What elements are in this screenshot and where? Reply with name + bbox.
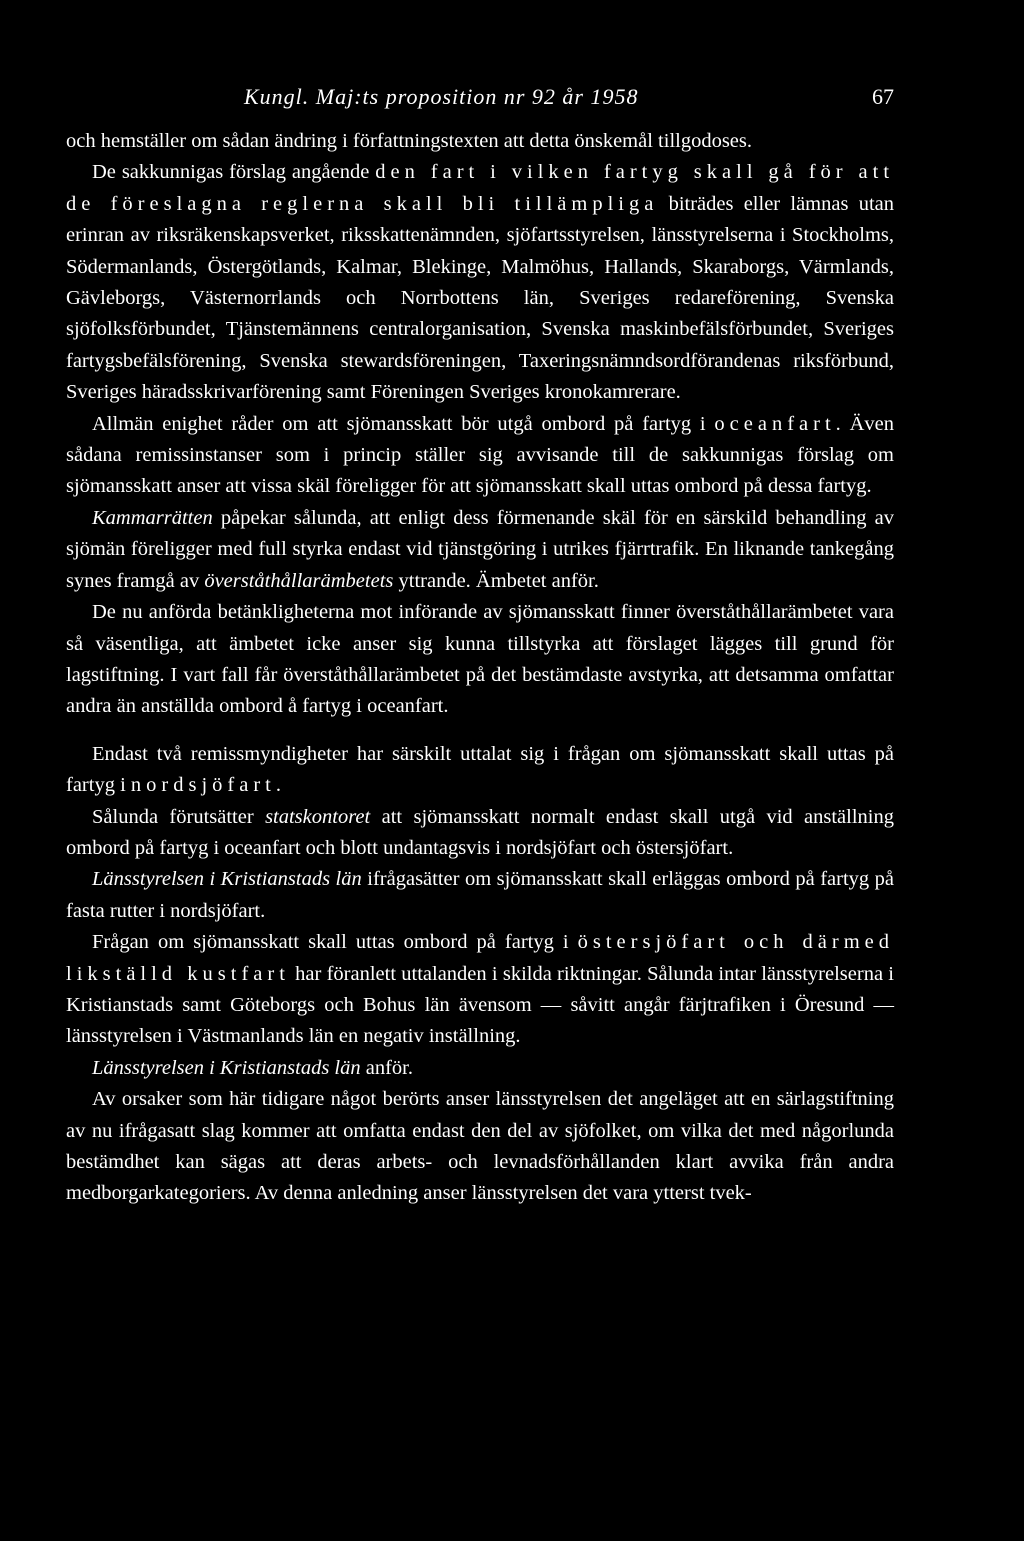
paragraph bbox=[66, 1053, 894, 1084]
paragraph-text: att sjömansskatt normalt endast skall utgå vid anställning ombord på fartyg i oceanfart och blott undantagsvis i nordsjöfart och östersjöfart. bbox=[66, 805, 894, 859]
body-text bbox=[66, 126, 894, 1210]
paragraph-text: biträdes eller lämnas utan erinran av riksräkenskapsverket, riksskattenämnden, sjöfartsstyrelsen, länsstyrelserna i Stockholms, Södermanlands, Östergötlands, Kalmar, Blekinge, Malmöhus, Hallands, Skaraborgs, Värmlands, Gävleborgs, Västernorrlands och Norrbottens län, Sveriges redareförening, Svenska sjöfolksförbundet, Tjänstemännens centralorganisation, Svenska maskinbefälsförbundet, Sveriges fartygsbefälsförening, Svenska stewardsföreningen, Taxeringsnämndsordförandenas riksförbund, Sveriges häradsskrivarförening samt Föreningen Sveriges kronokamrerare. bbox=[66, 192, 894, 404]
spaced-emphasis: östersjöfart och därmed likställd kustfart bbox=[66, 931, 894, 985]
paragraph bbox=[66, 157, 894, 408]
italic-emphasis: Länsstyrelsen i Kristianstads län bbox=[92, 1056, 361, 1079]
italic-emphasis: statskontoret bbox=[265, 805, 371, 828]
paragraph-text: . Även sådana remissinstanser som i princip ställer sig avvisande till de sakkunnigas förslag om sjömansskatt anser att vissa skäl föreligger för att sjömansskatt skall uttas ombord på dessa fartyg. bbox=[66, 412, 894, 498]
paragraph-text: Av orsaker som här tidigare något berörts anser länsstyrelsen det angeläget att en särlagstiftning av nu ifrågasatt slag kommer att omfatta endast den del av sjöfolket, om vilka det med någorlunda bestämdhet kan sägas att deras arbets- och levnadsförhållanden klart avvika från andra medborgarkategoriers. Av denna anledning anser länsstyrelsen det vara ytterst tvek- bbox=[66, 1088, 894, 1205]
paragraph-text: De nu anförda betänkligheterna mot införande av sjömansskatt finner överståthållarämbetet vara så väsentliga, att ämbetet icke anser sig kunna tillstyrka att förslaget lägges till grund för lagstiftning. I vart fall får överståthållarämbetet på det bestämdaste avstyrka, att detsamma omfattar andra än anställda ombord å fartyg i oceanfart. bbox=[66, 601, 894, 718]
paragraph-text: påpekar sålunda, att enligt dess förmenande skäl för en särskild behandling av sjömän föreligger med full styrka endast vid tjänstgöring i utrikes fjärrtrafik. En liknande tankegång synes framgå av bbox=[66, 506, 894, 592]
paragraph bbox=[66, 927, 894, 1053]
quoted-paragraph bbox=[66, 597, 894, 723]
paragraph-text: Endast två remissmyndigheter har särskilt uttalat sig i frågan om sjömansskatt skall uttas på fartyg i bbox=[66, 742, 894, 797]
spaced-emphasis: nordsjöfart bbox=[130, 774, 276, 797]
page-header bbox=[68, 84, 894, 118]
paragraph-text: har föranlett uttalanden i skilda riktningar. Sålunda intar länsstyrelserna i Kristianstads samt Göteborgs och Bohus län ävensom — såvitt angår färjtrafiken i Öresund — länsstyrelsen i Västmanlands län en negativ inställning. bbox=[66, 962, 894, 1048]
paragraph bbox=[66, 802, 894, 865]
paragraph bbox=[66, 409, 894, 503]
italic-emphasis: Länsstyrelsen i Kristianstads län bbox=[92, 868, 362, 891]
paragraph-text: yttrande. Ämbetet anför. bbox=[393, 569, 599, 592]
running-title: Kungl. Maj:ts proposition nr 92 år 1958 bbox=[244, 84, 639, 109]
paragraph-text: Sålunda förutsätter bbox=[92, 805, 266, 828]
paragraph-text: Frågan om sjömansskatt skall uttas ombord på fartyg i bbox=[92, 931, 578, 954]
paragraph bbox=[66, 739, 894, 802]
paragraph-text: anför. bbox=[360, 1056, 413, 1079]
quoted-paragraph bbox=[66, 1084, 894, 1210]
italic-emphasis: överståthållarämbetets bbox=[204, 569, 394, 592]
paragraph-text: . bbox=[275, 774, 281, 797]
paragraph bbox=[66, 126, 894, 157]
paragraph-text: Allmän enighet råder om att sjömansskatt bör utgå ombord på fartyg i bbox=[92, 412, 715, 435]
paragraph-text: De sakkunnigas förslag angående bbox=[92, 161, 376, 184]
paragraph bbox=[66, 864, 894, 927]
paragraph-text: ifrågasätter om sjömansskatt skall erläggas ombord på fartyg på fasta rutter i nordsjöfart. bbox=[66, 868, 895, 922]
page-number: 67 bbox=[872, 84, 894, 109]
paragraph-text: och hemställer om sådan ändring i författningstexten att detta önskemål tillgodoses. bbox=[66, 130, 753, 152]
spaced-emphasis: den fart i vilken fartyg skall gå för att de föreslagna reglerna skall bli tillämpliga bbox=[66, 161, 895, 215]
italic-emphasis: Kammarrätten bbox=[92, 506, 213, 529]
paragraph bbox=[66, 503, 894, 597]
spaced-emphasis: oceanfart bbox=[714, 412, 836, 435]
